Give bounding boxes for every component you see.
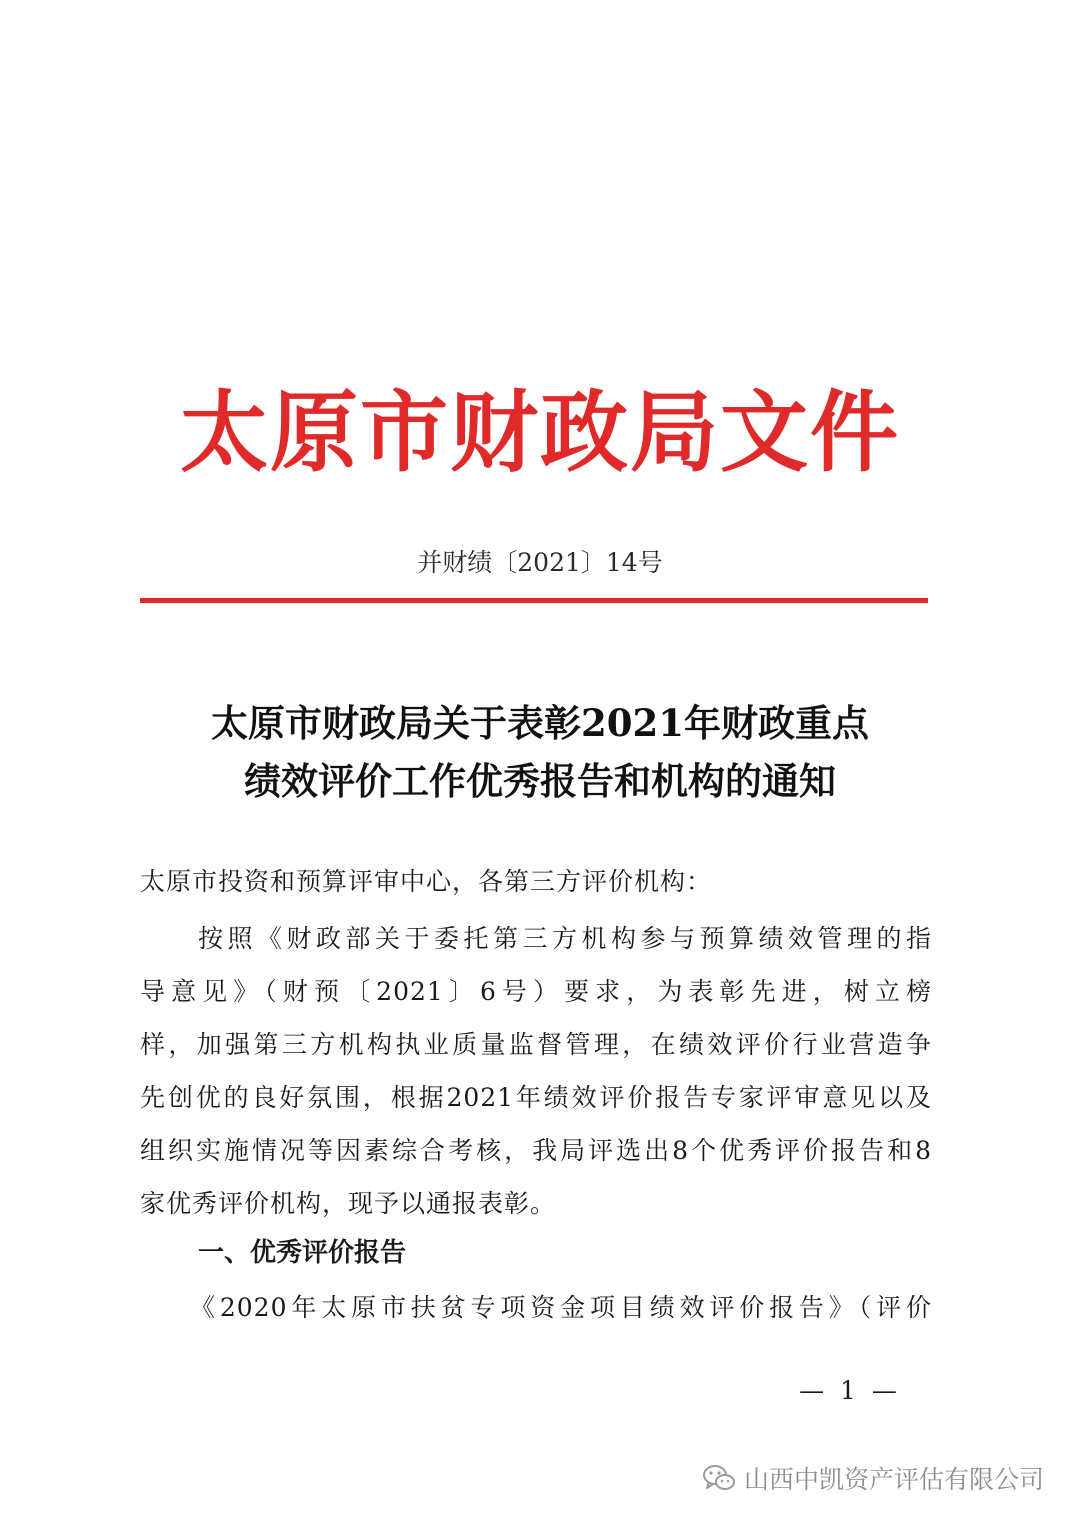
notice-title xyxy=(100,694,980,810)
body-line: 先创优的良好氛围，根据2021年绩效评价报告专家评审意见以及 xyxy=(140,1083,932,1112)
red-divider-rule xyxy=(140,598,928,603)
watermark-text: 山西中凯资产评估有限公司 xyxy=(743,1465,1044,1494)
section-heading: 一、优秀评价报告 xyxy=(198,1238,407,1268)
page-number: — 1 — xyxy=(799,1376,901,1405)
body-line: 按照《财政部关于委托第三方机构参与预算绩效管理的指 xyxy=(198,924,932,953)
body-line: 组织实施情况等因素综合考核，我局评选出8个优秀评价报告和8 xyxy=(140,1136,932,1165)
body-paragraph xyxy=(140,912,932,1230)
notice-title-line: 太原市财政局关于表彰2021年财政重点 xyxy=(211,701,869,745)
masthead-title: 太原市财政局文件 xyxy=(179,380,900,484)
notice-title-line: 绩效评价工作优秀报告和机构的通知 xyxy=(244,759,836,803)
body-line: 样，加强第三方机构执业质量监督管理，在绩效评价行业营造争 xyxy=(140,1030,932,1059)
wechat-icon xyxy=(702,1463,736,1493)
account-watermark xyxy=(702,1458,1044,1498)
body-line: 家优秀评价机构，现予以通报表彰。 xyxy=(140,1189,557,1218)
salutation: 太原市投资和预算评审中心，各第三方评价机构： xyxy=(140,867,713,896)
document-number: 并财绩〔2021〕14号 xyxy=(417,548,663,577)
report-item-line: 《2020年太原市扶贫专项资金项目绩效评价报告》（评价 xyxy=(190,1293,932,1322)
body-line: 导意见》（财预〔2021〕6号）要求，为表彰先进，树立榜 xyxy=(140,977,932,1006)
